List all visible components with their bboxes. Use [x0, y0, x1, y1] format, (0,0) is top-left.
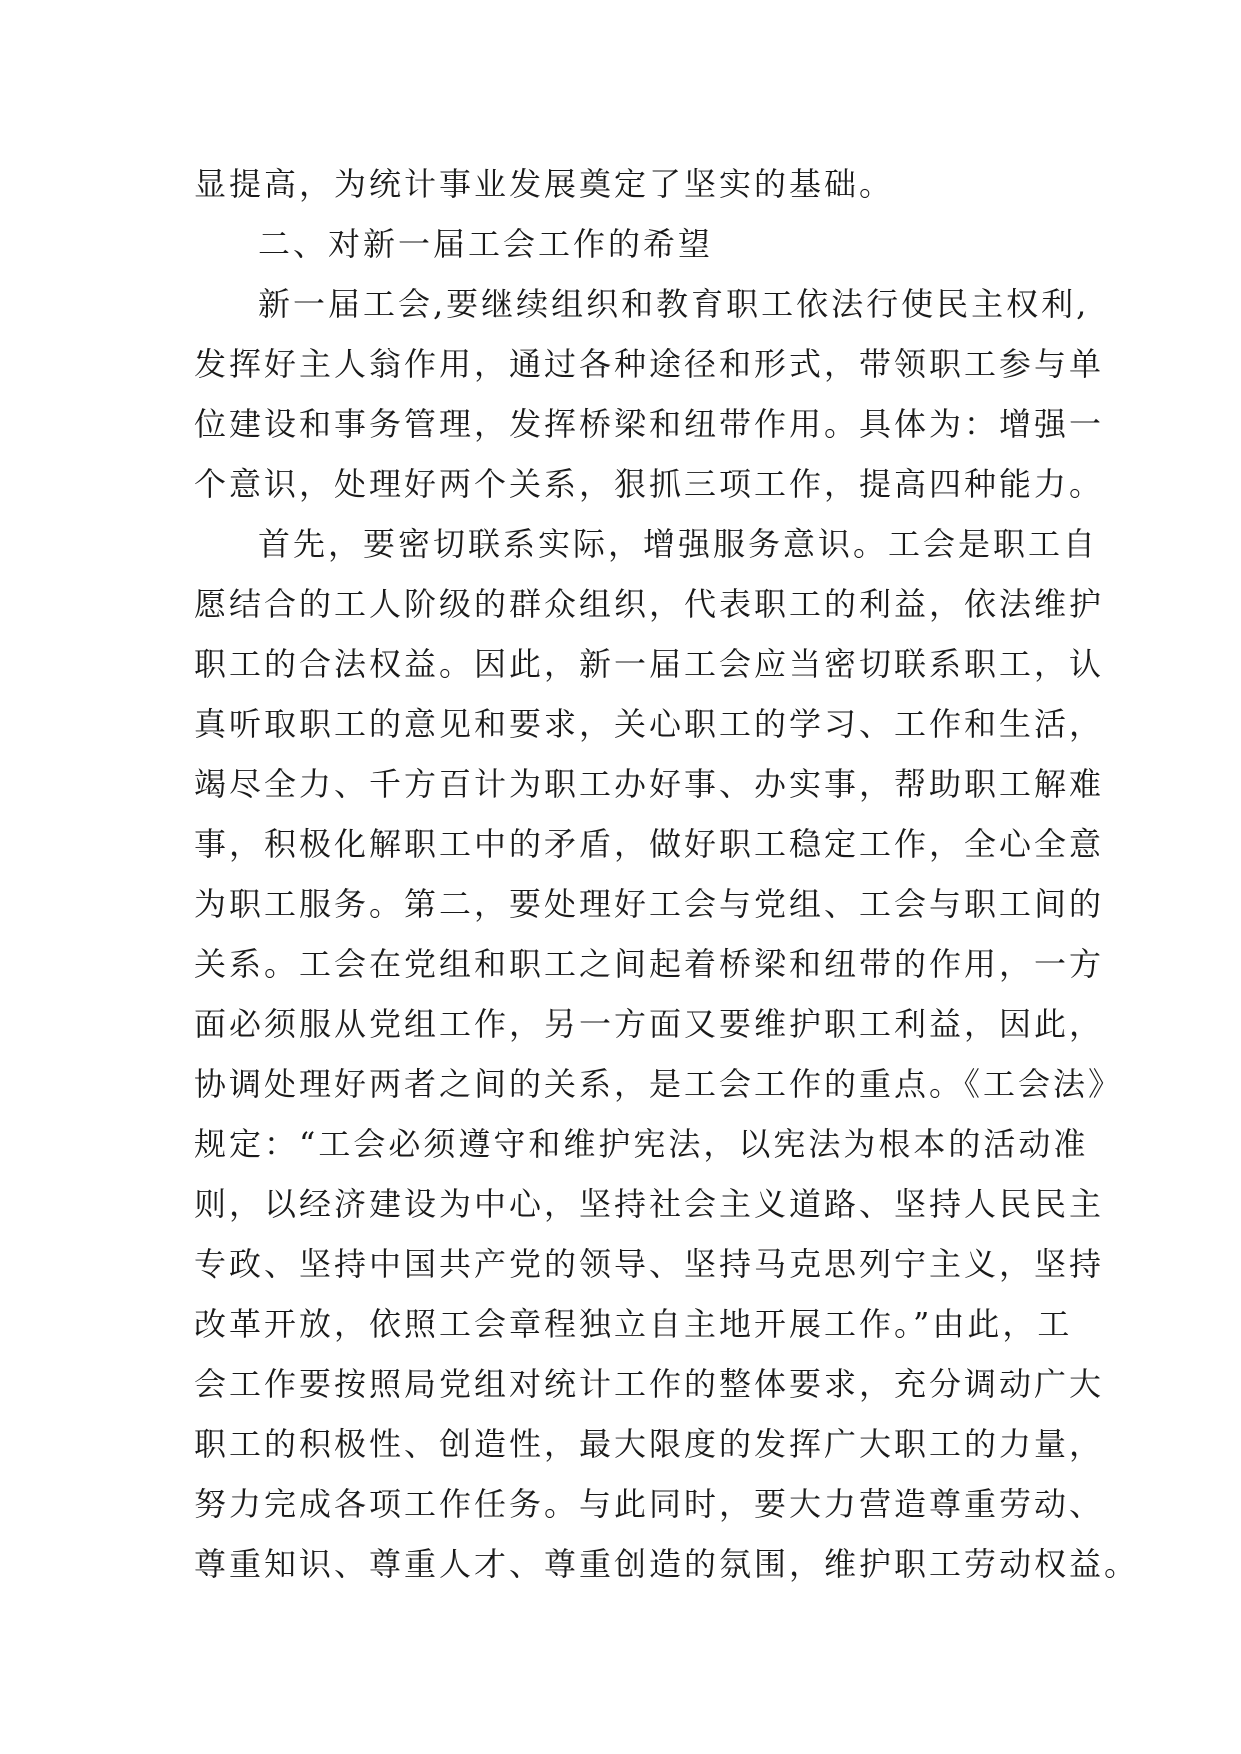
text-line: 协调处理好两者之间的关系，是工会工作的重点。《工会法》	[194, 1065, 1124, 1103]
text-line: 则，以经济建设为中心，坚持社会主义道路、坚持人民民主	[194, 1185, 1105, 1223]
text-line: 事，积极化解职工中的矛盾，做好职工稳定工作，全心全意	[194, 825, 1105, 863]
text-line: 规定：“工会必须遵守和维护宪法，以宪法为根本的活动准	[194, 1125, 1089, 1163]
text-line: 努力完成各项工作任务。与此同时，要大力营造尊重劳动、	[194, 1485, 1105, 1523]
text-line: 为职工服务。第二，要处理好工会与党组、工会与职工间的	[194, 885, 1105, 923]
text-line: 新一届工会,要继续组织和教育职工依法行使民主权利,	[258, 285, 1090, 323]
text-line: 首先，要密切联系实际，增强服务意识。工会是职工自	[258, 525, 1099, 563]
section-heading: 二、对新一届工会工作的希望	[258, 225, 714, 263]
text-line: 改革开放，依照工会章程独立自主地开展工作。”由此，工	[194, 1305, 1073, 1343]
text-line: 竭尽全力、千方百计为职工办好事、办实事，帮助职工解难	[194, 765, 1105, 803]
text-line: 个意识，处理好两个关系，狠抓三项工作，提高四种能力。	[194, 465, 1105, 503]
text-line: 专政、坚持中国共产党的领导、坚持马克思列宁主义，坚持	[194, 1245, 1105, 1283]
text-line: 关系。工会在党组和职工之间起着桥梁和纽带的作用，一方	[194, 945, 1105, 983]
text-line: 职工的积极性、创造性，最大限度的发挥广大职工的力量，	[194, 1425, 1105, 1463]
text-line: 尊重知识、尊重人才、尊重创造的氛围，维护职工劳动权益。	[194, 1545, 1140, 1583]
text-line: 愿结合的工人阶级的群众组织，代表职工的利益，依法维护	[194, 585, 1105, 623]
text-line: 发挥好主人翁作用，通过各种途径和形式，带领职工参与单	[194, 345, 1105, 383]
text-line: 职工的合法权益。因此，新一届工会应当密切联系职工，认	[194, 645, 1105, 683]
text-line: 会工作要按照局党组对统计工作的整体要求，充分调动广大	[194, 1365, 1105, 1403]
text-line: 面必须服从党组工作，另一方面又要维护职工利益，因此，	[194, 1005, 1105, 1043]
text-line: 位建设和事务管理，发挥桥梁和纽带作用。具体为：增强一	[194, 405, 1105, 443]
text-line: 显提高，为统计事业发展奠定了坚实的基础。	[194, 165, 895, 203]
text-line: 真听取职工的意见和要求，关心职工的学习、工作和生活，	[194, 705, 1105, 743]
